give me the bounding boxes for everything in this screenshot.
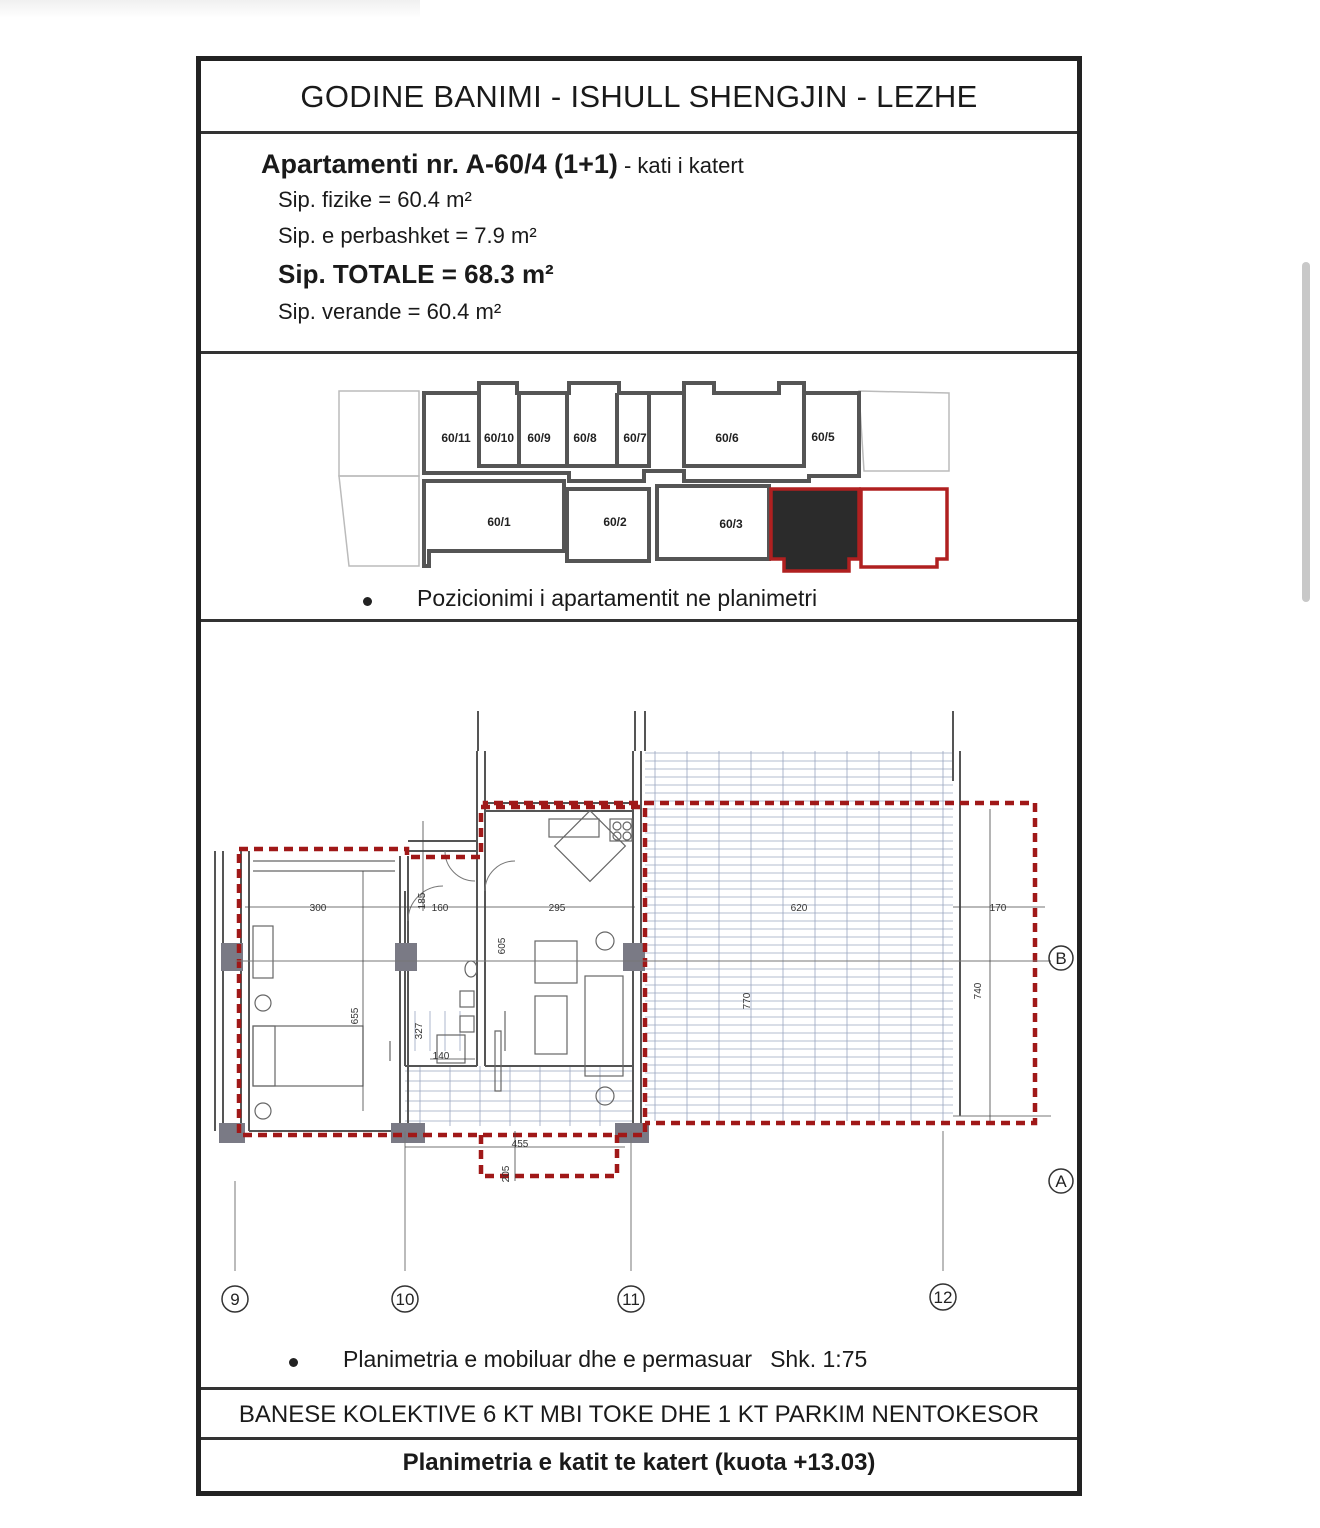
- keyplan-caption: Pozicionimi i apartamentit ne planimetri: [417, 585, 818, 611]
- bullet-keyplan: [363, 597, 372, 606]
- dim-205: 205: [501, 1165, 512, 1183]
- drawing-title: Planimetria e katit te katert (kuota +13.03): [402, 1449, 876, 1476]
- floorplan-caption: [343, 1346, 867, 1373]
- divider-plan: [201, 1387, 1077, 1390]
- dim-655: 655: [350, 1007, 361, 1025]
- bullet-floorplan: [289, 1358, 298, 1367]
- floor-plan: [215, 711, 1085, 1309]
- dim-185: 185: [417, 892, 428, 910]
- apartment-floor: - kati i katert: [617, 153, 744, 178]
- unit-label-60-3: 60/3: [719, 517, 743, 531]
- common-area: Sip. e perbashket = 7.9 m²: [278, 223, 537, 248]
- floorplan-caption-text: Planimetria e mobiluar dhe e permasuar: [343, 1346, 753, 1372]
- dim-170: 170: [989, 903, 1007, 914]
- dim-160: 160: [431, 903, 449, 914]
- divider-keyplan: [201, 619, 1077, 622]
- unit-label-60-5: 60/5: [811, 430, 835, 444]
- unit-label-60-9: 60/9: [527, 431, 551, 445]
- unit-label-60-2: 60/2: [603, 515, 627, 529]
- scrollbar[interactable]: [1302, 262, 1310, 602]
- axis-label-A: A: [1055, 1172, 1067, 1191]
- axis-label-9: 9: [230, 1290, 240, 1309]
- unit-label-60-1: 60/1: [487, 515, 511, 529]
- total-area: Sip. TOTALE = 68.3 m²: [278, 259, 554, 289]
- apartment-heading: [261, 149, 744, 180]
- key-plan: [339, 381, 959, 581]
- unit-label-60-8: 60/8: [573, 431, 597, 445]
- axis-label-11: 11: [622, 1290, 640, 1309]
- axis-label-B: B: [1055, 949, 1067, 968]
- apartment-boundary: [239, 803, 1035, 1176]
- dim-620: 620: [790, 903, 808, 914]
- divider-title: [201, 131, 1077, 134]
- project-title: GODINE BANIMI - ISHULL SHENGJIN - LEZHE: [300, 79, 978, 114]
- veranda-area: Sip. verande = 60.4 m²: [278, 299, 502, 324]
- unit-label-60-6: 60/6: [715, 431, 739, 445]
- dim-140: 140: [432, 1051, 450, 1062]
- dim-300: 300: [309, 903, 327, 914]
- dim-295: 295: [548, 903, 566, 914]
- project-description: BANESE KOLEKTIVE 6 KT MBI TOKE DHE 1 KT PARKIM NENTOKESOR: [238, 1401, 1040, 1428]
- floorplan-scale: Shk. 1:75: [770, 1346, 868, 1372]
- dim-455: 455: [511, 1139, 529, 1150]
- divider-info: [201, 351, 1077, 354]
- doors: [408, 851, 515, 921]
- unit-label-60-11: 60/11: [441, 431, 471, 445]
- dim-605: 605: [497, 937, 508, 955]
- axis-label-10: 10: [395, 1290, 415, 1309]
- dim-770: 770: [742, 992, 753, 1010]
- dim-327: 327: [414, 1022, 425, 1040]
- drawing-sheet: [196, 56, 1082, 1496]
- axis-label-12: 12: [933, 1288, 953, 1307]
- dim-740: 740: [973, 982, 984, 1000]
- physical-area: Sip. fizike = 60.4 m²: [278, 187, 472, 212]
- unit-label-60-7: 60/7: [623, 431, 647, 445]
- top-fade: [0, 0, 420, 18]
- apartment-name: Apartamenti nr. A-60/4 (1+1): [261, 149, 618, 179]
- divider-footer: [201, 1437, 1077, 1440]
- unit-label-60-10: 60/10: [483, 431, 515, 445]
